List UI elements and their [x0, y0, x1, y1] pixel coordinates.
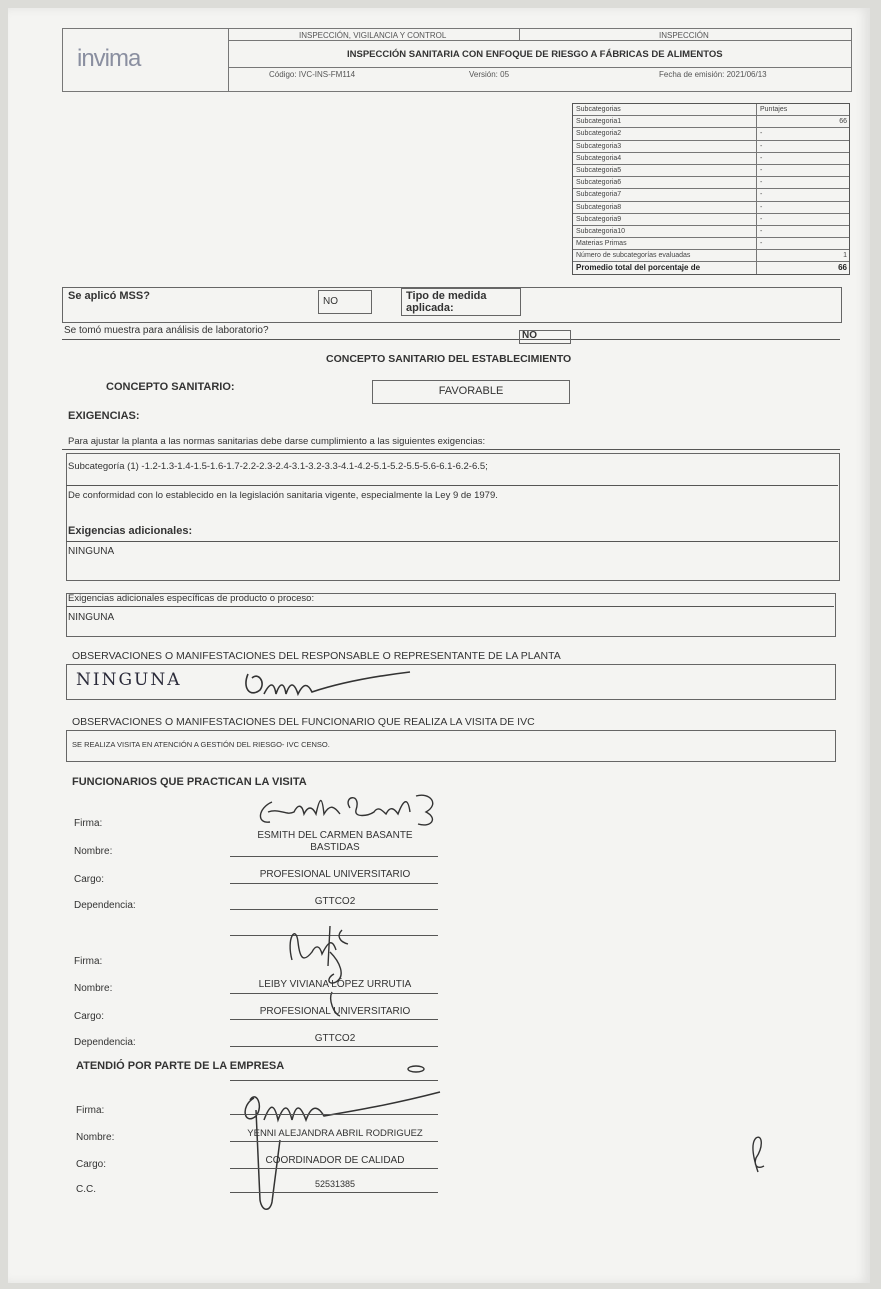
- header-row-top: [229, 29, 851, 41]
- concept-section-title: CONCEPTO SANITARIO DEL ESTABLECIMIENTO: [326, 353, 572, 365]
- score-row-value: -: [760, 179, 763, 187]
- official1-name-line1: ESMITH DEL CARMEN BASANTE: [257, 830, 413, 841]
- official1-nombre-label: Nombre:: [74, 846, 113, 857]
- official2-dependencia-label: Dependencia:: [74, 1037, 136, 1048]
- requirements-divider-1: [66, 485, 838, 486]
- official1-name-line2: BASTIDAS: [310, 842, 360, 853]
- score-row: [573, 226, 849, 238]
- officials-title: FUNCIONARIOS QUE PRACTICAN LA VISITA: [72, 776, 307, 788]
- official2-signature: [270, 916, 390, 1036]
- score-row: [573, 250, 849, 262]
- sample-question: Se tomó muestra para análisis de laboratorio?: [64, 325, 269, 336]
- score-row-value: -: [760, 203, 763, 211]
- score-row-value: -: [760, 130, 763, 138]
- official1-role-line: [230, 883, 438, 884]
- requirements-intro: Para ajustar la planta a las normas sanitarias debe darse cumplimiento a las siguientes exigencias:: [68, 436, 486, 447]
- score-row: [573, 141, 849, 153]
- score-row: [573, 165, 849, 177]
- official1-dependency-line: [230, 909, 438, 910]
- requirements-divider-2: [66, 541, 838, 542]
- responsible-signature: [240, 664, 420, 704]
- score-row-value: -: [760, 154, 763, 162]
- score-row-value: 66: [838, 263, 847, 273]
- company-signature: [226, 1080, 456, 1220]
- additional-value: NINGUNA: [68, 546, 115, 557]
- company-role-line: [230, 1168, 438, 1169]
- score-row-label: Subcategoria7: [573, 189, 757, 200]
- header-top-left: INSPECCIÓN, VIGILANCIA Y CONTROL: [299, 31, 447, 40]
- score-row-label: Subcategoria9: [573, 214, 757, 225]
- sample-answer: NO: [522, 330, 537, 341]
- specific-divider: [66, 606, 834, 607]
- score-row-value: 66: [839, 118, 847, 126]
- company-firma-label: Firma:: [76, 1105, 105, 1116]
- score-row-label: Subcategoria1: [573, 116, 757, 127]
- requirements-list: Subcategoría (1) -1.2-1.3-1.4-1.5-1.6-1.7-2.2-2.3-2.4-3.1-3.2-3.3-4.1-4.2-5.1-5.2-5.5-5.6-6.1-6.2-6.5;: [68, 461, 488, 472]
- score-row: [573, 189, 849, 201]
- specific-value: NINGUNA: [68, 612, 115, 623]
- official1-role: PROFESIONAL UNIVERSITARIO: [259, 869, 411, 880]
- specific-title: Exigencias adicionales específicas de producto o proceso:: [68, 593, 315, 604]
- official2-name: LEIBY VIVIANA LÓPEZ URRUTIA: [258, 979, 412, 990]
- company-cc: 52531385: [314, 1179, 356, 1189]
- official2-role-line: [230, 1019, 438, 1020]
- requirements-box: [66, 453, 840, 581]
- official-obs-title: OBSERVACIONES O MANIFESTACIONES DEL FUNCIONARIO QUE REALIZA LA VISITA DE IVC: [72, 716, 535, 728]
- form-date: Fecha de emisión: 2021/06/13: [659, 70, 767, 79]
- form-code: Código: IVC-INS-FM114: [269, 70, 356, 79]
- score-row-value: -: [760, 166, 763, 174]
- header-row-title: [229, 41, 851, 68]
- document-header: [62, 28, 852, 92]
- official2-dependency-line: [230, 1046, 438, 1047]
- form-title: INSPECCIÓN SANITARIA CON ENFOQUE DE RIESGO A FÁBRICAS DE ALIMENTOS: [347, 49, 723, 60]
- mss-question: Se aplicó MSS?: [68, 290, 150, 302]
- score-row: [573, 128, 849, 140]
- score-row: [573, 202, 849, 214]
- sample-underline: [62, 339, 840, 340]
- score-row-label: Número de subcategorías evaluadas: [573, 250, 757, 261]
- invima-logo: invima: [77, 45, 141, 72]
- official2-dependency: GTTCO2: [314, 1033, 356, 1044]
- company-name: YENNI ALEJANDRA ABRIL RODRIGUEZ: [247, 1128, 423, 1139]
- score-table: [572, 103, 850, 275]
- official1-dependencia-label: Dependencia:: [74, 900, 136, 911]
- official2-cargo-label: Cargo:: [74, 1011, 105, 1022]
- company-role: COORDINADOR DE CALIDAD: [265, 1155, 405, 1166]
- score-row: [573, 262, 849, 273]
- official1-signature: [250, 788, 450, 832]
- company-firma-line: [230, 1114, 438, 1115]
- logo-cell: [63, 29, 229, 91]
- company-title: ATENDIÓ POR PARTE DE LA EMPRESA: [76, 1060, 285, 1072]
- responsible-obs-value: NINGUNA: [76, 670, 182, 690]
- score-row-value: 1: [843, 252, 847, 260]
- official2-nombre-label: Nombre:: [74, 983, 113, 994]
- company-cc-label: C.C.: [76, 1184, 96, 1195]
- header-top-right: INSPECCIÓN: [659, 31, 709, 40]
- score-row-label: Subcategoria6: [573, 177, 757, 188]
- score-row-value: -: [760, 227, 763, 235]
- company-name-line: [230, 1141, 438, 1142]
- score-row: [573, 104, 849, 116]
- score-row: [573, 214, 849, 226]
- score-row-label: Subcategoria8: [573, 202, 757, 213]
- requirements-title: EXIGENCIAS:: [68, 410, 140, 422]
- initial-mark: [740, 1130, 780, 1180]
- score-row-value: -: [760, 191, 763, 199]
- score-row-label: Materias Primas: [573, 238, 757, 249]
- score-row-label: Subcategoria3: [573, 141, 757, 152]
- measure-label: Tipo de medida aplicada:: [406, 290, 487, 314]
- mss-answer: NO: [323, 296, 338, 307]
- official1-name-line: [230, 856, 438, 857]
- concept-value: FAVORABLE: [438, 385, 504, 397]
- score-row-label: Subcategoria10: [573, 226, 757, 237]
- ink-mark: [404, 1062, 428, 1076]
- score-row: [573, 238, 849, 250]
- official2-firma-label: Firma:: [74, 956, 103, 967]
- score-row-label: Subcategoria4: [573, 153, 757, 164]
- score-row-value: -: [760, 215, 763, 223]
- company-cc-line: [230, 1192, 438, 1193]
- score-row-label: Subcategoria2: [573, 128, 757, 139]
- official1-firma-label: Firma:: [74, 818, 103, 829]
- form-version: Versión: 05: [469, 70, 510, 79]
- header-row-meta: [229, 68, 851, 80]
- score-row-label: Promedio total del porcentaje de: [573, 262, 757, 273]
- requirements-underline: [62, 449, 840, 450]
- score-row: [573, 153, 849, 165]
- official-obs-value: SE REALIZA VISITA EN ATENCIÓN A GESTIÓN DEL RIESGO- IVC CENSO.: [72, 740, 330, 749]
- company-cargo-label: Cargo:: [76, 1159, 107, 1170]
- official2-role: PROFESIONAL UNIVERSITARIO: [259, 1006, 411, 1017]
- score-row: [573, 177, 849, 189]
- score-row-value: -: [760, 142, 763, 150]
- company-nombre-label: Nombre:: [76, 1132, 115, 1143]
- score-row: [573, 116, 849, 128]
- header-divider: [519, 29, 520, 40]
- score-row-value: -: [760, 240, 763, 248]
- official2-name-line: [230, 993, 438, 994]
- official1-dependency: GTTCO2: [314, 896, 356, 907]
- concept-label: CONCEPTO SANITARIO:: [106, 381, 235, 393]
- score-row-label: Subcategoria5: [573, 165, 757, 176]
- score-row-label: Subcategorias: [573, 104, 757, 115]
- additional-title: Exigencias adicionales:: [68, 525, 193, 537]
- responsible-obs-title: OBSERVACIONES O MANIFESTACIONES DEL RESPONSABLE O REPRESENTANTE DE LA PLANTA: [72, 650, 561, 662]
- requirements-legal: De conformidad con lo establecido en la legislación sanitaria vigente, especialmente la Ley 9 de 1979.: [68, 490, 498, 501]
- official1-cargo-label: Cargo:: [74, 874, 105, 885]
- score-row-value: Puntajes: [760, 106, 788, 113]
